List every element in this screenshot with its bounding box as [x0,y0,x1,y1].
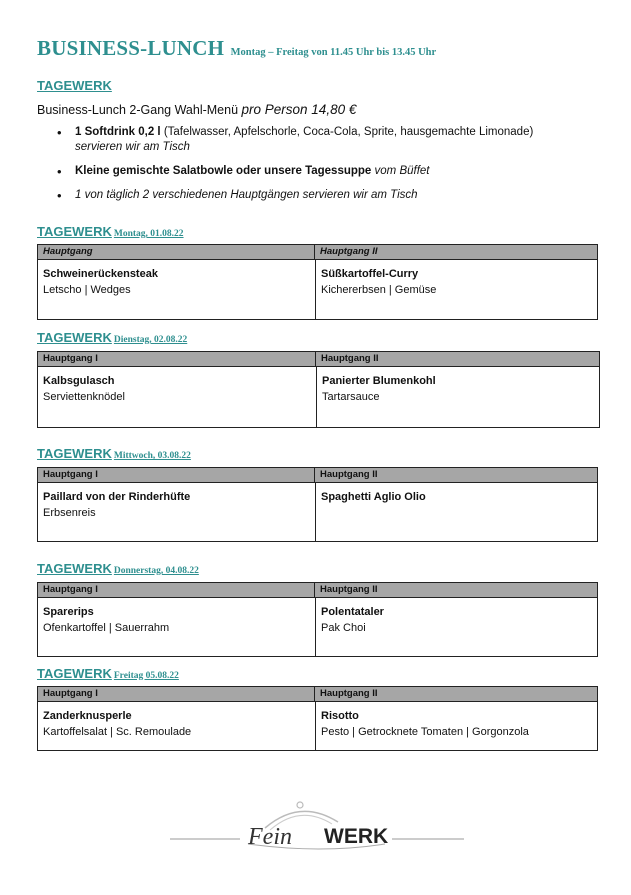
logo-bold-text: WERK [324,825,389,848]
bullet-main-rest: 1 von täglich 2 verschiedenen Hauptgängen servieren wir am Tisch [75,189,418,201]
offer-line [37,102,356,117]
dish-side: Letscho | Wedges [43,284,131,296]
title-subtitle: Montag – Freitag von 11.45 Uhr bis 13.45 Uhr [230,47,437,58]
col2-header: Hauptgang II [315,352,598,366]
dish-name: Süßkartoffel-Curry [321,268,419,280]
offer-text: Business-Lunch 2-Gang Wahl-Menü [37,103,239,117]
col1-header: Hauptgang I [43,584,98,595]
table-body-row [38,367,599,427]
day-label: TAGEWERK [37,561,112,576]
day-date: Dienstag, 02.08.22 [113,335,188,345]
dish-name: Kalbsgulasch [43,375,115,387]
dish-name: Panierter Blumenkohl [322,375,436,387]
dish-side: Kichererbsen | Gemüse [321,284,437,296]
col1-cell [38,702,315,750]
day-date: Montag, 01.08.22 [113,229,184,239]
dish-name: Spaghetti Aglio Olio [321,491,426,503]
day-heading-tuesday [37,329,187,347]
col2-cell [316,367,597,427]
day-heading-thursday [37,560,199,578]
bullet-main-bold: 1 Softdrink 0,2 l [75,126,161,138]
dish-name: Schweinerückensteak [43,268,158,280]
dish-name: Risotto [321,710,359,722]
menu-table-tuesday [37,351,600,428]
table-body-row [38,598,597,656]
col2-header: Hauptgang II [314,687,596,701]
menu-table-thursday [37,582,598,657]
page-title [37,36,436,61]
offer-price: pro Person 14,80 € [241,102,357,117]
col1-header: Hauptgang I [43,353,98,364]
dish-name: Paillard von der Rinderhüfte [43,491,191,503]
day-heading-wednesday [37,445,191,463]
logo-script-text: Fein [248,824,292,850]
col2-cell [315,598,595,656]
col1-cell [38,260,315,319]
day-label: TAGEWERK [37,446,112,461]
day-date: Donnerstag, 04.08.22 [113,566,199,576]
title-main: BUSINESS-LUNCH [37,36,225,60]
bullet-item [57,125,533,155]
dish-name: Zanderknusperle [43,710,132,722]
bullet-sub: servieren wir am Tisch [75,141,190,153]
table-header-row [38,687,597,702]
col2-header: Hauptgang II [314,583,596,597]
day-label: TAGEWERK [37,224,112,239]
col2-header: Hauptgang II [314,245,596,259]
cloche-logo-icon [170,800,470,860]
bullet-main-rest: vom Büffet [371,165,430,177]
table-body-row [38,702,597,750]
intro-section-heading [37,77,112,95]
col1-cell [38,483,315,541]
dish-side: Ofenkartoffel | Sauerrahm [43,622,170,634]
dish-side: Pak Choi [321,622,366,634]
dish-name: Polentataler [321,606,384,618]
dish-name: Sparerips [43,606,94,618]
table-body-row [38,260,597,319]
bullet-item [57,164,533,179]
day-date: Mittwoch, 03.08.22 [113,451,191,461]
intro-section-label: TAGEWERK [37,78,112,93]
day-heading-friday [37,665,179,683]
table-header-row [38,352,599,367]
table-header-row [38,468,597,483]
dish-side: Pesto | Getrocknete Tomaten | Gorgonzola [321,726,529,738]
bullet-main-bold: Kleine gemischte Salatbowle oder unsere Tagessuppe [75,165,372,177]
col2-cell [315,260,595,319]
col1-header: Hauptgang I [43,688,98,699]
col1-cell [38,367,316,427]
col2-cell [315,702,595,750]
table-body-row [38,483,597,541]
dish-side: Tartarsauce [322,391,380,403]
offer-bullet-list [57,125,533,212]
col2-header: Hauptgang II [314,468,596,482]
bullet-main-rest: (Tafelwasser, Apfelschorle, Coca-Cola, Sprite, hausgemachte Limonade) [160,126,534,138]
feinwerk-logo [170,800,470,860]
menu-table-friday [37,686,598,751]
day-label: TAGEWERK [37,666,112,681]
table-header-row [38,245,597,260]
dish-side: Kartoffelsalat | Sc. Remoulade [43,726,192,738]
col2-cell [315,483,595,541]
menu-table-monday [37,244,598,320]
day-heading-monday [37,223,184,241]
day-label: TAGEWERK [37,330,112,345]
dish-side: Erbsenreis [43,507,96,519]
col1-cell [38,598,315,656]
menu-table-wednesday [37,467,598,542]
day-date: Freitag 05.08.22 [113,671,179,681]
table-header-row [38,583,597,598]
col1-header: Hauptgang [43,246,93,257]
bullet-item [57,188,533,203]
col1-header: Hauptgang I [43,469,98,480]
dish-side: Serviettenknödel [43,391,125,403]
